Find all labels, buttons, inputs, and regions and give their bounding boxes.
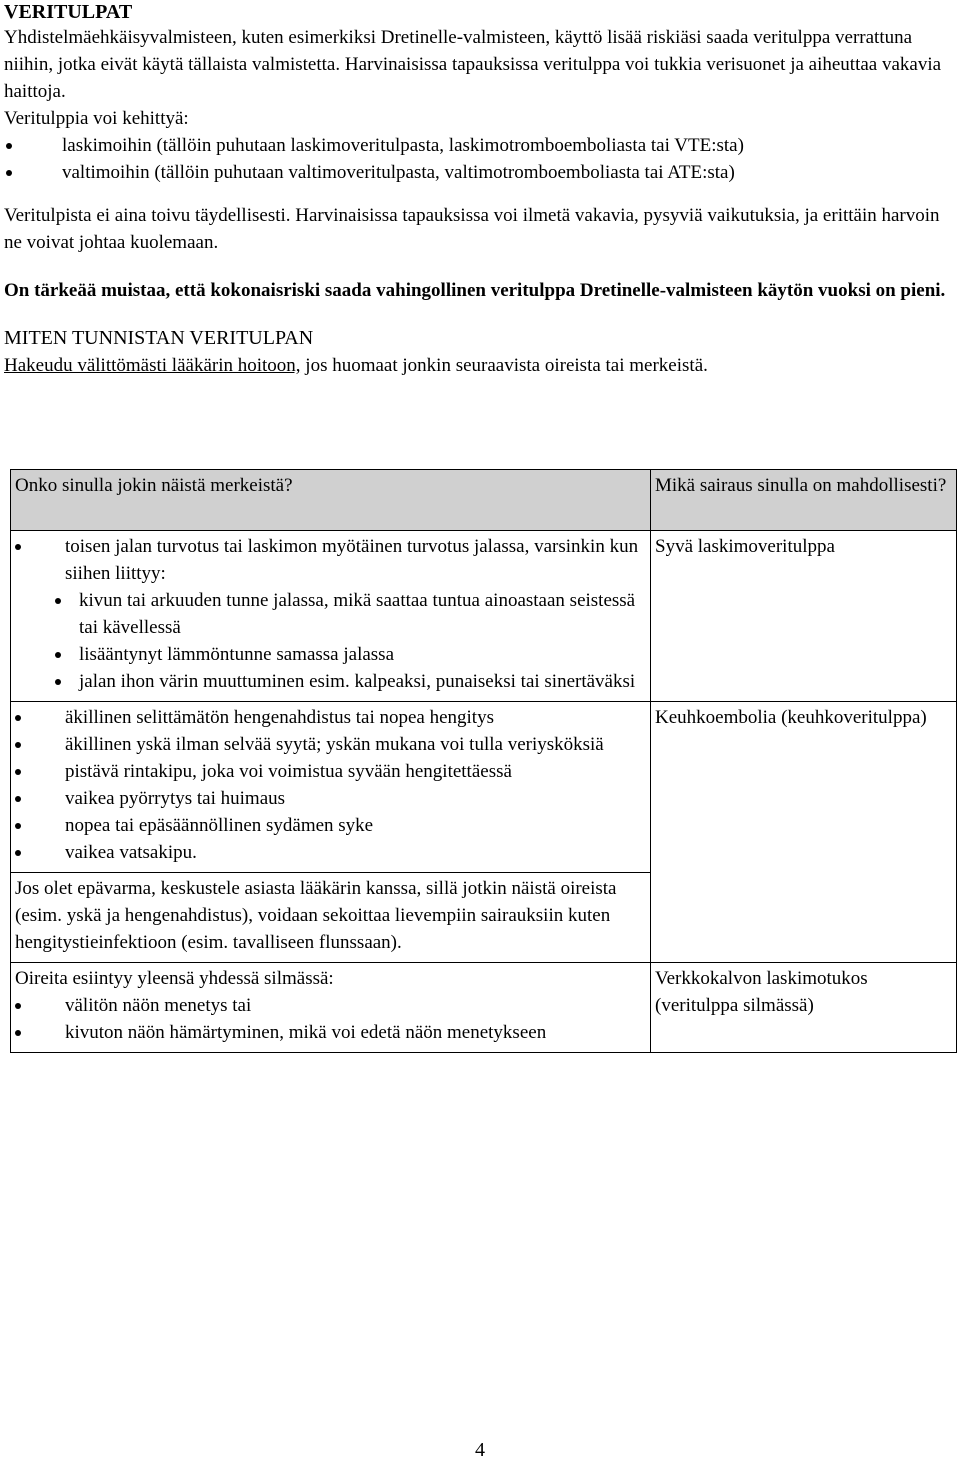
- list-item: vaikea pyörrytys tai huimaus: [15, 785, 646, 812]
- intro-paragraph: Yhdistelmäehkäisyvalmisteen, kuten esimerkiksi Dretinelle-valmisteen, käyttö lisää riskiäsi saada veritulppa verrattuna niihin, jotka eivät käytä tällaista valmistetta. Harvinaisissa tapauksissa veritulppa voi tukkia verisuonet ja aiheuttaa vakavia haittoja.: [4, 27, 942, 102]
- col2-header: Mikä sairaus sinulla on mahdollisesti?: [651, 470, 957, 531]
- eye-condition: Verkkokalvon laskimotukos (veritulppa silmässä): [651, 963, 957, 1053]
- document-page: [4, 0, 956, 379]
- dvt-sub-list: [15, 587, 646, 695]
- list-item: kivuton näön hämärtyminen, mikä voi edetä näön menetykseen: [15, 1019, 646, 1046]
- dvt-condition: Syvä laskimoveritulppa: [651, 531, 957, 702]
- section-heading: MITEN TUNNISTAN VERITULPAN: [4, 327, 314, 349]
- recovery-paragraph: Veritulpista ei aina toivu täydellisesti. Harvinaisissa tapauksissa voi ilmetä vakavia, pysyviä vaikutuksia, ja erittäin harvoin ne voivat johtaa kuolemaan.: [4, 205, 940, 253]
- table-header-row: [11, 470, 957, 531]
- list-item: äkillinen selittämätön hengenahdistus tai nopea hengitys: [15, 704, 646, 731]
- table-row: [11, 702, 957, 873]
- seek-help-line: [4, 352, 956, 379]
- list-item: toisen jalan turvotus tai laskimon myötäinen turvotus jalassa, varsinkin kun siihen liittyy:: [15, 533, 646, 587]
- seek-help-rest: jos huomaat jonkin seuraavista oireista tai merkeistä.: [300, 355, 708, 376]
- important-note: On tärkeää muistaa, että kokonaisriski saada vahingollinen veritulppa Dretinelle-valmisteen käytön vuoksi on pieni.: [4, 280, 946, 301]
- page-number: 4: [475, 1439, 485, 1461]
- seek-help-emphasis: Hakeudu välittömästi lääkärin hoitoon,: [4, 355, 301, 376]
- table-row: [11, 963, 957, 1053]
- list-item: lisääntynyt lämmöntunne samassa jalassa: [15, 641, 646, 668]
- list-item: välitön näön menetys tai: [15, 992, 646, 1019]
- list-item: kivun tai arkuuden tunne jalassa, mikä saattaa tuntua ainoastaan seistessä tai kävellessä: [15, 587, 646, 641]
- list-item: äkillinen yskä ilman selvää syytä; yskän mukana voi tulla veriysköksiä: [15, 731, 646, 758]
- table-row: [11, 531, 957, 702]
- heading: VERITULPAT: [4, 1, 133, 23]
- uncertainty-note: Jos olet epävarma, keskustele asiasta lääkärin kanssa, sillä jotkin näistä oireista (esim. yskä ja hengenahdistus), voidaan sekoittaa lievempiin sairauksiin kuten hengitystieinfektioon (esim. tavalliseen flunssaan).: [11, 873, 651, 963]
- list-item: jalan ihon värin muuttuminen esim. kalpeaksi, punaiseksi tai sinertäväksi: [15, 668, 646, 695]
- pe-condition: Keuhkoembolia (keuhkoveritulppa): [651, 702, 957, 963]
- col1-header: Onko sinulla jokin näistä merkeistä?: [11, 470, 651, 531]
- develop-label: Veritulppia voi kehittyä:: [4, 108, 189, 129]
- list-item: vaikea vatsakipu.: [15, 839, 646, 866]
- dvt-symptoms: [11, 531, 651, 702]
- list-item: laskimoihin (tällöin puhutaan laskimoveritulpasta, laskimotromboemboliasta tai VTE:sta): [4, 132, 956, 159]
- symptom-table: [10, 469, 957, 1053]
- develop-list: [4, 132, 956, 186]
- eye-intro: Oireita esiintyy yleensä yhdessä silmässä:: [15, 968, 334, 989]
- pe-symptoms: [11, 702, 651, 873]
- eye-symptoms: [11, 963, 651, 1053]
- list-item: valtimoihin (tällöin puhutaan valtimoveritulpasta, valtimotromboemboliasta tai ATE:sta): [4, 159, 956, 186]
- list-item: pistävä rintakipu, joka voi voimistua syvään hengitettäessä: [15, 758, 646, 785]
- list-item: nopea tai epäsäännöllinen sydämen syke: [15, 812, 646, 839]
